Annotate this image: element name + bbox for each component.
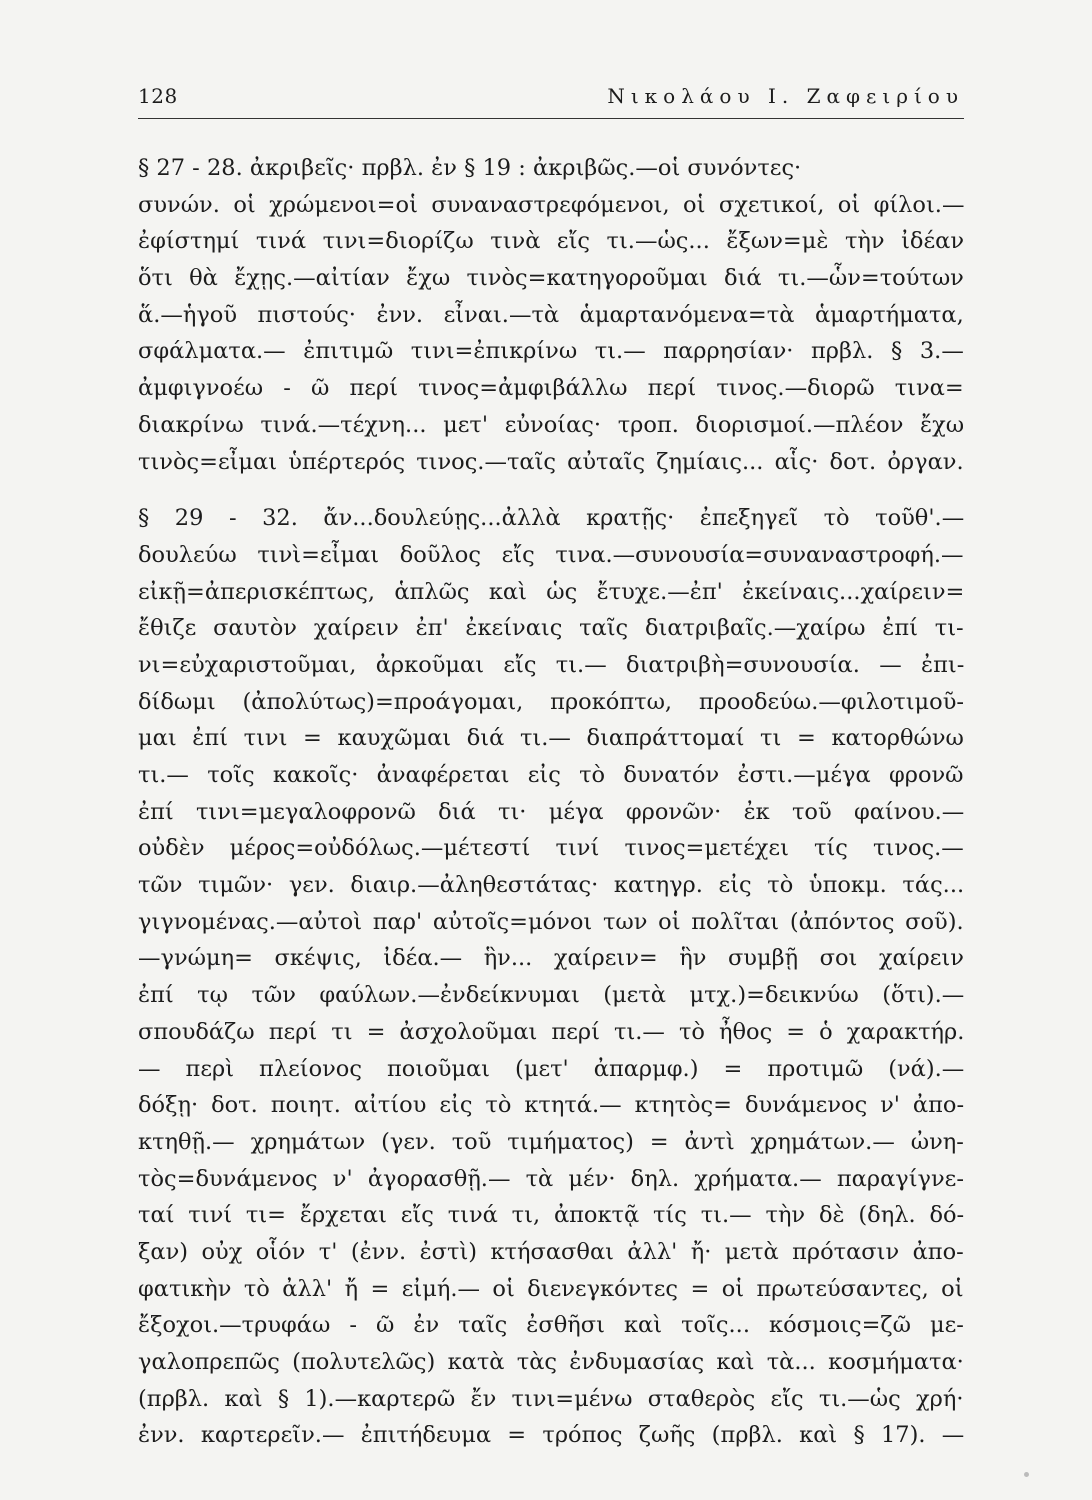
text-line: σφάλματα.— ἐπιτιμῶ τινι=ἐπικρίνω τι.— παρρησίαν· πρβλ. § 3.—: [138, 338, 964, 365]
text-line: δίδωμι (ἀπολύτως)=προάγομαι, προκόπτω, προοδεύω.—φιλοτιμοῦ-: [138, 688, 964, 715]
scan-speck: [1024, 1472, 1029, 1477]
text-line: γαλοπρεπῶς (πολυτελῶς) κατὰ τὰς ἐνδυμασίας καὶ τὰ... κοσμήματα·: [138, 1349, 964, 1375]
text-line: ἅ.—ἡγοῦ πιστούς· ἐνν. εἶναι.—τὰ ἁμαρτανόμενα=τὰ ἁμαρτήματα,: [138, 301, 964, 328]
text-line: ἐφίστημί τινά τινι=διορίζω τινὰ εἴς τι.—ὡς... ἔξων=μὲ τὴν ἰδέαν: [138, 228, 964, 255]
text-line: § 27 - 28. ἀκριβεῖς· πρβλ. ἐν § 19 : ἀκριβῶς.—οἱ συνόντες·: [138, 155, 802, 181]
text-line: § 29 - 32. ἄν...δουλεύῃς...ἀλλὰ κρατῇς· ἐπεξηγεῖ τὸ τοῦθ'.—: [138, 505, 964, 532]
text-line: διακρίνω τινά.—τέχνη... μετ' εὐνοίας· τροπ. διορισμοί.—πλέον ἔχω: [138, 411, 964, 438]
text-line: οὐδὲν μέρος=οὐδόλως.—μέτεστί τινί τινος=μετέχει τίς τινος.—: [138, 835, 964, 862]
page-header: [138, 78, 964, 119]
paragraph-1: [138, 150, 964, 480]
paragraph-gap: [138, 480, 964, 500]
text-line: φατικὴν τὸ ἀλλ' ἤ = εἰμή.— οἱ διενεγκόντες = οἱ πρωτεύσαντες, οἱ: [138, 1275, 964, 1302]
text-line: νι=εὐχαριστοῦμαι, ἀρκοῦμαι εἴς τι.— διατριβὴ=συνουσία. — ἐπι-: [138, 651, 964, 678]
text-line: —γνώμη= σκέψις, ἰδέα.— ἣν... χαίρειν= ἣν συμβῇ σοι χαίρειν: [138, 945, 964, 972]
running-title: Νικολάου Ι. Ζαφειρίου: [607, 84, 964, 108]
paragraph-2: [138, 500, 964, 1454]
text-line: μαι ἐπί τινι = καυχῶμαι διά τι.— διαπράττομαί τι = κατορθώνω: [138, 725, 964, 752]
text-line: ταί τινί τι= ἔρχεται εἴς τινά τι, ἀποκτᾷ τίς τι.— τὴν δὲ (δηλ. δό-: [138, 1202, 964, 1229]
text-line: τινὸς=εἶμαι ὑπέρτερός τινος.—ταῖς αὐταῖς ζημίαις... αἷς· δοτ. ὀργαν.: [138, 448, 964, 475]
text-line: τι.— τοῖς κακοῖς· ἀναφέρεται εἰς τὸ δυνατόν ἐστι.—μέγα φρονῶ: [138, 762, 964, 788]
text-line: γιγνομένας.—αὐτοὶ παρ' αὐτοῖς=μόνοι των οἱ πολῖται (ἀπόντος σοῦ).: [138, 908, 964, 935]
page-body: [138, 150, 964, 1454]
text-line: σπουδάζω περί τι = ἀσχολοῦμαι περί τι.— τὸ ἦθος = ὁ χαρακτήρ.: [138, 1018, 964, 1045]
text-line: ἔθιζε σαυτὸν χαίρειν ἐπ' ἐκείναις ταῖς διατριβαῖς.—χαίρω ἐπί τι-: [138, 615, 964, 642]
text-line: ὅτι θὰ ἔχῃς.—αἰτίαν ἔχω τινὸς=κατηγοροῦμαι διά τι.—ὧν=τούτων: [138, 265, 964, 292]
text-line: εἰκῇ=ἀπερισκέπτως, ἁπλῶς καὶ ὡς ἔτυχε.—ἐπ' ἐκείναις...χαίρειν=: [138, 578, 964, 605]
text-line: κτηθῇ.— χρημάτων (γεν. τοῦ τιμήματος) = ἀντὶ χρημάτων.— ὠνη-: [138, 1128, 964, 1155]
text-line: ἐνν. καρτερεῖν.— ἐπιτήδευμα = τρόπος ζωῆς (πρβλ. καὶ § 17). —: [138, 1422, 964, 1449]
text-line: ἐπί τινι=μεγαλοφρονῶ διά τι· μέγα φρονῶν· ἐκ τοῦ φαίνου.—: [138, 798, 964, 825]
text-line: ἀμφιγνοέω - ῶ περί τινος=ἀμφιβάλλω περί τινος.—διορῶ τινα=: [138, 375, 964, 402]
text-line: συνών. οἱ χρώμενοι=οἱ συναναστρεφόμενοι, οἱ σχετικοί, οἱ φίλοι.—: [138, 191, 964, 218]
text-line: ἐπί τῳ τῶν φαύλων.—ἐνδείκνυμαι (μετὰ μτχ.)=δεικνύω (ὅτι).—: [138, 982, 964, 1009]
text-line: τὸς=δυνάμενος ν' ἀγορασθῇ.— τὰ μέν· δηλ. χρήματα.— παραγίγνε-: [138, 1165, 964, 1192]
page-number: 128: [138, 84, 178, 108]
text-line: τῶν τιμῶν· γεν. διαιρ.—ἀληθεστάτας· κατηγρ. εἰς τὸ ὑποκμ. τάς...: [138, 872, 964, 899]
text-line: — περὶ πλείονος ποιοῦμαι (μετ' ἀπαρμφ.) = προτιμῶ (νά).—: [138, 1055, 964, 1082]
text-line: ἔξοχοι.—τρυφάω - ῶ ἐν ταῖς ἐσθῆσι καὶ τοῖς... κόσμοις=ζῶ με-: [138, 1312, 964, 1339]
text-line: δουλεύω τινὶ=εἶμαι δοῦλος εἴς τινα.—συνουσία=συναναστροφή.—: [138, 541, 964, 568]
text-line: δόξῃ· δοτ. ποιητ. αἰτίου εἰς τὸ κτητά.— κτητὸς= δυνάμενος ν' ἀπο-: [138, 1092, 964, 1119]
text-line: (πρβλ. καὶ § 1).—καρτερῶ ἔν τινι=μένω σταθερὸς εἴς τι.—ὡς χρή·: [138, 1385, 964, 1412]
text-line: ξαν) οὐχ οἷόν τ' (ἐνν. ἐστὶ) κτήσασθαι ἀλλ' ἤ· μετὰ πρότασιν ἀπο-: [138, 1238, 964, 1265]
